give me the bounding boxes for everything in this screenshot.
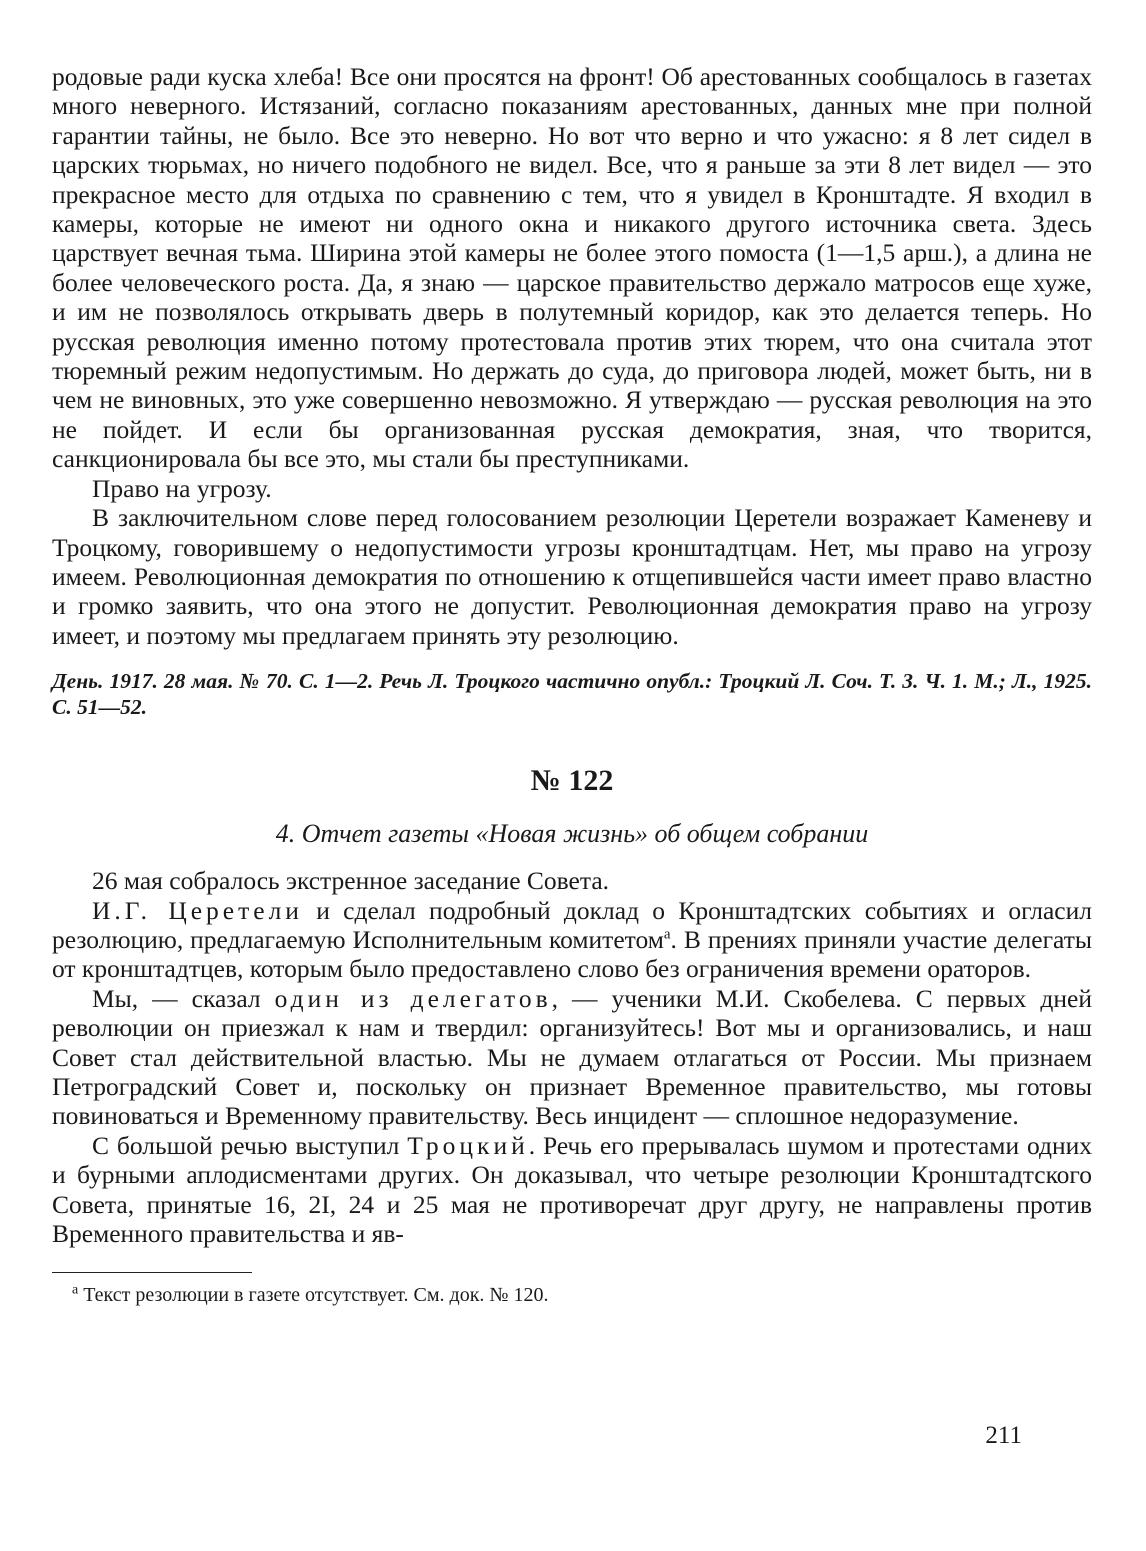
trotsky-paragraph bbox=[52, 1131, 1092, 1249]
tsereteli-report-paragraph bbox=[52, 896, 1092, 984]
footnote-divider bbox=[52, 1272, 252, 1273]
document-page bbox=[52, 62, 1092, 1307]
document-title: 4. Отчет газеты «Новая жизнь» об общем собрании bbox=[275, 819, 869, 849]
delegate-paragraph bbox=[52, 984, 1092, 1131]
footnote-mark: а bbox=[72, 1282, 79, 1298]
section-heading-threat: Право на угрозу. bbox=[92, 473, 272, 503]
page-number: 211 bbox=[985, 1422, 1022, 1449]
source-citation: День. 1917. 28 мая. № 70. С. 1—2. Речь Л. Троцкого частично опубл.: Троцкий Л. Соч. Т. 3. Ч. 1. М.; Л., 1925. С. 51—52. bbox=[52, 669, 1092, 720]
footnote-reference: а bbox=[663, 926, 671, 943]
tsereteli-report-text: и сделал подробный доклад о Кронштадтских событиях и огласил резолюцию, предлагаемую Исполнительным комитетом bbox=[52, 895, 1092, 954]
tsereteli-closing-paragraph: В заключительном слове перед голосованием резолюции Церетели возражает Каменеву и Троцкому, говорившему о недопустимости угрозы кронштадтцам. Нет, мы право на угрозу имеем. Революционная демократия по отношению к отщепившейся части имеет право властно и громко заявить, что она этого не допустит. Революционная демократия право на угрозу имеет, и поэтому мы предлагаем принять эту резолюцию. bbox=[52, 503, 1092, 650]
document-number: № 122 bbox=[530, 764, 614, 798]
meeting-paragraph: 26 мая собралось экстренное заседание Совета. bbox=[92, 866, 610, 896]
delegate-text-after: , — ученики М.И. Скобелева. С первых дней революции он приезжал к нам и твердил: организуйтесь! Вот мы и организовались, и наш Совет стал действительной властью. Мы не думаем отлагаться от России. Мы признаем Петроградский Совет и, поскольку он признает Временное правительство, мы готовы повиноваться и Временному правительству. Весь инцидент — сплошное недоразумение. bbox=[52, 983, 1092, 1131]
trotsky-text-after: . Речь его прерывалась шумом и протестами одних и бурными аплодисментами других. Он доказывал, что четыре резолюции Кронштадтского Совета, принятые 16, 2I, 24 и 25 мая не противоречат друг другу, не направлены против Временного правительства и яв- bbox=[52, 1130, 1092, 1248]
continuation-paragraph: родовые ради куска хлеба! Все они просятся на фронт! Об арестованных сообщалось в газетах много неверного. Истязаний, согласно показаниям арестованных, данных мне при полной гарантии тайны, не было. Все это неверно. Но вот что верно и что ужасно: я 8 лет сидел в царских тюрьмах, но ничего подобного не видел. Все, что я раньше за эти 8 лет видел — это прекрасное место для отдыха по сравнению с тем, что я увидел в Кронштадте. Я входил в камеры, которые не имеют ни одного окна и никакого другого источника света. Здесь царствует вечная тьма. Ширина этой камеры не более этого помоста (1—1,5 арш.), а длина не более человеческого роста. Да, я знаю — царское правительство держало матросов еще хуже, и им не позволялось открывать дверь в полутемный коридор, как это делается теперь. Но русская революция именно потому протестовала против этих тюрем, что она считала этот тюремный режим недопустимым. Но держать до суда, до приговора людей, может быть, ни в чем не виновных, это уже совершенно невозможно. Я утверждаю — русская революция на это не пойдет. И если бы организованная русская демократия, зная, что творится, санкционировала бы все это, мы стали бы преступниками. bbox=[52, 62, 1092, 474]
delegate-text-before: Мы, — сказал bbox=[92, 983, 275, 1013]
delegate-spaced: один из делегатов bbox=[274, 983, 552, 1013]
trotsky-text-before: С большой речью выступил bbox=[92, 1130, 408, 1160]
speaker-name-tsereteli: И.Г. Церетели bbox=[92, 895, 303, 925]
speaker-name-trotsky: Троцкий bbox=[407, 1130, 529, 1160]
footnote-text: Текст резолюции в газете отсутствует. См. док. № 120. bbox=[78, 1284, 549, 1307]
tsereteli-report-text-after: . В прениях приняли участие делегаты от кронштадтцев, которым было предоставлено слово без ограничения времени ораторов. bbox=[52, 924, 1092, 984]
footnote bbox=[52, 1283, 1092, 1307]
